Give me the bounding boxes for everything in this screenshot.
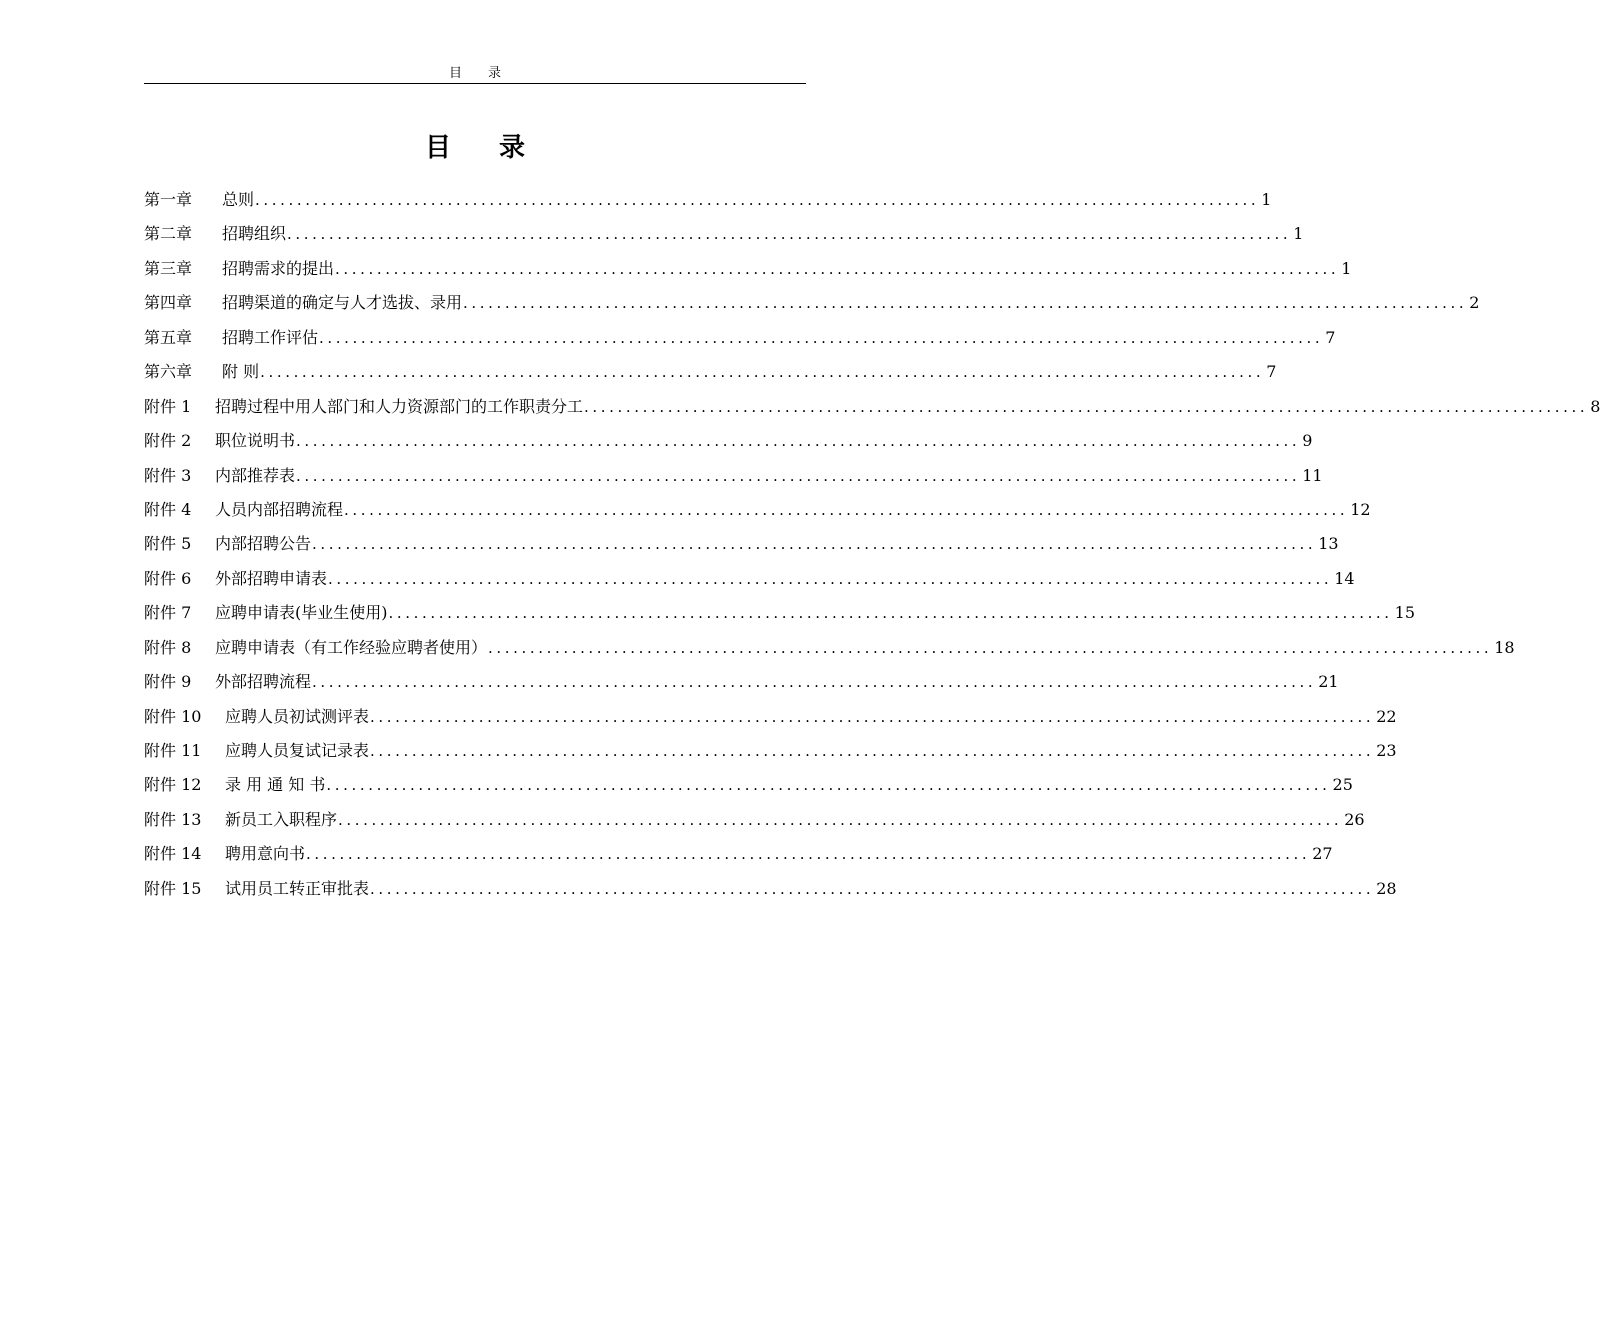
toc-dot-leader: ........................................................................................................................ [584,397,1589,416]
toc-entry[interactable] [144,493,1371,527]
toc-entry-title: 聘用意向书 [225,844,306,864]
toc-entry-title: 招聘过程中用人部门和人力资源部门的工作职责分工 [215,396,584,416]
toc-entry-number: 附件 12 [144,775,202,795]
toc-entry-title: 招聘组织 [222,224,287,244]
toc-entry-title: 总则 [222,190,255,209]
toc-entry[interactable] [144,355,1277,389]
toc-entry[interactable] [144,527,1339,561]
toc-dot-leader: ........................................................................................................................ [370,742,1375,760]
toc-entry-page: 23 [1376,741,1397,760]
toc-dot-leader: ........................................................................................................................ [335,259,1340,278]
toc-entry-title: 职位说明书 [215,431,296,451]
toc-dot-leader: ........................................................................................................................ [344,500,1349,519]
toc-entry[interactable] [144,183,1272,217]
toc-entry-title: 内部招聘公告 [215,534,312,554]
toc-entry[interactable] [144,390,1600,424]
toc-entry-title: 试用员工转正审批表 [225,878,370,898]
toc-entry-page: 7 [1266,362,1277,382]
toc-dot-leader: ........................................................................................................................ [328,569,1333,588]
toc-entry-number: 附件 3 [144,465,192,485]
toc-entry-number: 附件 5 [144,534,192,554]
toc-dot-leader: ........................................................................................................................ [488,638,1493,657]
toc-entry[interactable] [144,700,1397,734]
toc-entry-title: 招聘渠道的确定与人才选拔、录用 [222,293,463,313]
toc-entry-number: 附件 10 [144,706,202,726]
toc-dot-leader: ........................................................................................................................ [370,707,1375,726]
toc-entry[interactable] [144,217,1304,251]
toc-entry[interactable] [144,459,1323,493]
toc-entry-number: 附件 6 [144,568,192,588]
toc-entry-title: 外部招聘流程 [215,672,312,692]
toc-entry-title: 招聘需求的提出 [222,258,335,278]
toc-entry-title: 应聘申请表（有工作经验应聘者使用） [215,637,488,657]
toc-entry-title: 录 用 通 知 书 [225,775,326,795]
toc-entry-title: 人员内部招聘流程 [215,499,344,519]
toc-entry-title: 招聘工作评估 [222,327,319,347]
toc-entry-page: 26 [1344,809,1365,829]
toc-entry-page: 1 [1261,190,1272,209]
toc-entry[interactable] [144,252,1352,286]
toc-entry-page: 18 [1494,637,1515,657]
toc-entry[interactable] [144,424,1313,458]
toc-entry-number: 附件 7 [144,603,192,623]
toc-dot-leader: ........................................................................................................................ [312,673,1317,692]
toc-entry-page: 22 [1376,706,1397,726]
toc-entry-number: 第二章 [144,224,193,244]
toc-entry-number: 附件 2 [144,431,192,451]
toc-entry-title: 新员工入职程序 [225,809,338,829]
toc-entry-number: 第六章 [144,362,193,382]
toc-entry[interactable] [144,768,1353,802]
toc-entry[interactable] [144,665,1339,699]
toc-dot-leader: ........................................................................................................................ [260,363,1265,382]
toc-dot-leader: ........................................................................................................................ [306,845,1311,864]
toc-dot-leader: ........................................................................................................................ [370,879,1375,898]
toc-dot-leader: ........................................................................................................................ [388,604,1393,623]
toc-entry-page: 21 [1318,672,1339,692]
toc-entry[interactable] [144,734,1397,768]
toc-entry-number: 附件 8 [144,637,192,657]
toc-entry-page: 1 [1341,258,1352,278]
toc-entry-page: 8 [1590,396,1600,416]
toc-entry-number: 附件 11 [144,741,202,760]
toc-entry-number: 第一章 [144,190,193,209]
toc-entry[interactable] [144,596,1416,630]
toc-entry-page: 12 [1350,499,1371,519]
toc-entry-title: 外部招聘申请表 [215,568,328,588]
toc-entry-number: 第三章 [144,258,193,278]
toc-entry-page: 11 [1302,465,1323,485]
toc-entry-number: 附件 15 [144,878,202,898]
toc-entry[interactable] [144,321,1336,355]
toc-entry-number: 附件 4 [144,499,192,519]
toc-entry-page: 28 [1376,878,1397,898]
toc-entry-title: 应聘人员初试测评表 [225,706,370,726]
toc-entry[interactable] [144,562,1355,596]
toc-dot-leader: ........................................................................................................................ [255,191,1260,209]
toc-dot-leader: ........................................................................................................................ [463,294,1468,313]
toc-entry-page: 7 [1325,327,1336,347]
toc-entry-page: 1 [1293,224,1304,244]
toc-entry-number: 附件 9 [144,672,192,692]
toc-entry-page: 25 [1332,775,1353,795]
toc-entry-title: 应聘人员复试记录表 [225,741,370,760]
toc-dot-leader: ........................................................................................................................ [296,466,1301,485]
header-rule [144,83,806,84]
toc-entry[interactable] [144,631,1515,665]
toc-entry-page: 27 [1312,844,1333,864]
toc-entry-page: 14 [1334,568,1355,588]
toc-entry-number: 附件 14 [144,844,202,864]
toc-entry-number: 附件 13 [144,809,202,829]
toc-dot-leader: ........................................................................................................................ [326,776,1331,795]
toc-entry-title: 附 则 [222,362,260,382]
toc-entry-page: 2 [1469,293,1480,313]
toc-entry-number: 第五章 [144,327,193,347]
toc-dot-leader: ........................................................................................................................ [338,810,1343,829]
toc-entry-title: 应聘申请表(毕业生使用) [215,603,388,623]
toc-entry-page: 13 [1318,534,1339,554]
page-title: 目录 [424,133,573,163]
toc-entry-page: 9 [1302,431,1313,451]
toc-dot-leader: ........................................................................................................................ [319,328,1324,347]
toc-entry[interactable] [144,872,1397,906]
table-of-contents [144,183,1600,906]
toc-entry-title: 内部推荐表 [215,465,296,485]
toc-entry-number: 附件 1 [144,396,192,416]
toc-dot-leader: ........................................................................................................................ [296,432,1301,451]
toc-entry[interactable] [144,837,1333,871]
toc-entry[interactable] [144,286,1480,320]
toc-dot-leader: ........................................................................................................................ [287,225,1292,244]
toc-entry[interactable] [144,803,1365,837]
toc-entry-page: 15 [1394,603,1416,623]
running-header: 目录 [448,66,527,81]
toc-entry-number: 第四章 [144,293,193,313]
toc-dot-leader: ........................................................................................................................ [312,535,1317,554]
